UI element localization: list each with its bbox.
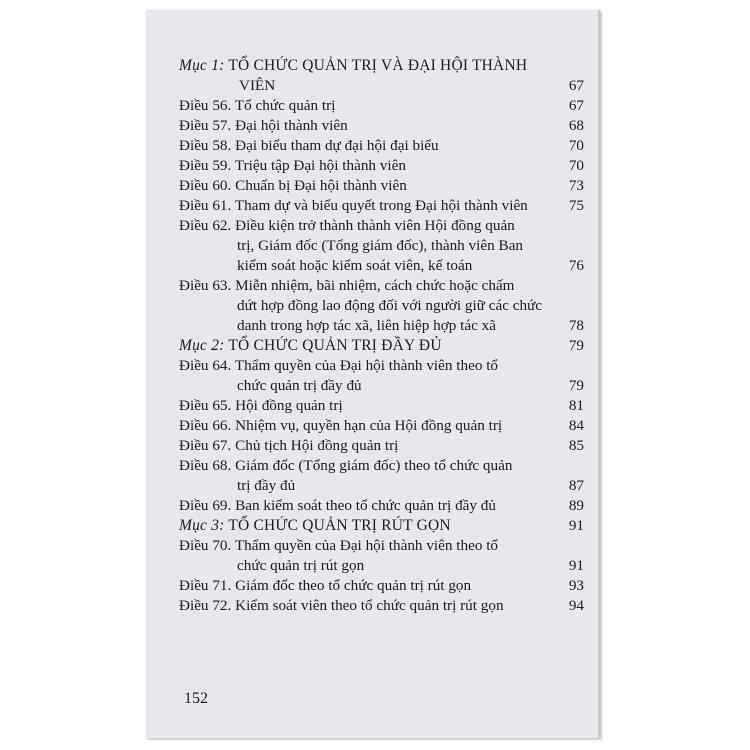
toc-entry	[179, 596, 584, 616]
page-ref: 81	[568, 397, 584, 414]
toc-line	[179, 156, 584, 176]
entry-title: TỔ CHỨC QUẢN TRỊ RÚT GỌN	[228, 517, 451, 534]
article-number: Điều 64.	[179, 357, 232, 374]
page-ref: 70	[568, 157, 584, 174]
entry-title: TỔ CHỨC QUẢN TRỊ ĐẦY ĐỦ	[228, 337, 442, 354]
entry-title: trị, Giám đốc (Tổng giám đốc), thành viên Ban	[237, 237, 523, 254]
page-ref: 75	[568, 197, 584, 214]
entry-title: Thẩm quyền của Đại hội thành viên theo tổ	[234, 357, 499, 374]
article-number: Điều 66.	[179, 417, 232, 434]
entry-title: Ban kiểm soát theo tổ chức quản trị đầy đủ	[235, 497, 496, 514]
toc-entry	[179, 116, 584, 136]
toc-line	[179, 216, 584, 236]
toc-line	[179, 96, 584, 116]
entry-title: Triệu tập Đại hội thành viên	[234, 157, 406, 174]
entry-title: Tổ chức quản trị	[234, 97, 336, 114]
toc-line	[179, 436, 584, 456]
toc-entry	[179, 396, 584, 416]
table-of-contents	[179, 56, 584, 616]
toc-entry	[179, 456, 584, 496]
page-ref: 67	[568, 77, 584, 94]
toc-line	[179, 356, 584, 376]
entry-title: Giám đốc theo tổ chức quản trị rút gọn	[235, 577, 472, 594]
entry-title: Đại hội thành viên	[235, 117, 348, 134]
entry-title: dứt hợp đồng lao động đối với người giữ các chức	[237, 297, 543, 314]
toc-section-heading	[179, 336, 584, 356]
toc-entry	[179, 576, 584, 596]
page-ref: 76	[568, 257, 584, 274]
article-number: Điều 69.	[179, 497, 232, 514]
page-number: 152	[184, 690, 208, 707]
toc-entry	[179, 276, 584, 336]
toc-line	[179, 76, 584, 96]
page-ref: 85	[568, 437, 584, 454]
entry-title: danh trong hợp tác xã, liên hiệp hợp tác xã	[237, 317, 496, 334]
page-ref: 93	[568, 577, 584, 594]
toc-entry	[179, 416, 584, 436]
entry-title: Điều kiện trở thành thành viên Hội đồng quản	[235, 217, 515, 234]
entry-title: Chủ tịch Hội đồng quản trị	[235, 437, 399, 454]
page-ref: 78	[568, 317, 584, 334]
page-ref: 91	[568, 557, 584, 574]
toc-entry	[179, 436, 584, 456]
toc-line	[179, 176, 584, 196]
entry-title: chức quản trị đầy đủ	[237, 377, 362, 394]
entry-title: Kiểm soát viên theo tổ chức quản trị rút gọn	[235, 597, 504, 614]
toc-line	[179, 56, 584, 76]
toc-line	[179, 316, 584, 336]
article-number: Điều 61.	[179, 197, 232, 214]
toc-entry	[179, 136, 584, 156]
toc-line	[179, 456, 584, 476]
page-ref: 68	[568, 117, 584, 134]
toc-section-heading	[179, 516, 584, 536]
entry-title: Thẩm quyền của Đại hội thành viên theo tổ	[234, 537, 499, 554]
entry-title: Chuẩn bị Đại hội thành viên	[235, 177, 407, 194]
toc-entry	[179, 156, 584, 176]
toc-line	[179, 196, 584, 216]
article-number: Điều 68.	[179, 457, 232, 474]
toc-line	[179, 516, 584, 536]
entry-title: chức quản trị rút gọn	[237, 557, 365, 574]
page-ref: 79	[568, 337, 584, 354]
article-number: Điều 65.	[179, 397, 232, 414]
toc-line	[179, 536, 584, 556]
article-number: Điều 71.	[179, 577, 232, 594]
article-number: Điều 59.	[179, 157, 232, 174]
page-ref: 94	[568, 597, 584, 614]
entry-title: Miễn nhiệm, bãi nhiệm, cách chức hoặc chấm	[235, 277, 515, 294]
page-ref: 73	[568, 177, 584, 194]
toc-line	[179, 276, 584, 296]
toc-line	[179, 416, 584, 436]
article-number: Điều 72.	[179, 597, 232, 614]
toc-entry	[179, 536, 584, 576]
toc-line	[179, 496, 584, 516]
article-number: Điều 63.	[179, 277, 232, 294]
toc-entry	[179, 176, 584, 196]
entry-title: Nhiệm vụ, quyền hạn của Hội đồng quản trị	[235, 417, 503, 434]
entry-title: Tham dự và biểu quyết trong Đại hội thành viên	[234, 197, 528, 214]
toc-line	[179, 596, 584, 616]
page-ref: 84	[568, 417, 584, 434]
article-number: Điều 60.	[179, 177, 232, 194]
article-number: Điều 62.	[179, 217, 232, 234]
toc-entry	[179, 196, 584, 216]
entry-title: trị đầy đủ	[237, 477, 296, 494]
toc-entry	[179, 356, 584, 396]
entry-title: kiểm soát hoặc kiểm soát viên, kế toán	[237, 257, 473, 274]
section-label: Mục 1:	[179, 57, 225, 74]
entry-title: Đại biểu tham dự đại hội đại biểu	[235, 137, 439, 154]
article-number: Điều 58.	[179, 137, 232, 154]
entry-title: TỔ CHỨC QUẢN TRỊ VÀ ĐẠI HỘI THÀNH	[228, 57, 528, 74]
book-page	[146, 10, 600, 738]
article-number: Điều 70.	[179, 537, 232, 554]
toc-line	[179, 476, 584, 496]
toc-line	[179, 396, 584, 416]
toc-line	[179, 136, 584, 156]
toc-entry	[179, 216, 584, 276]
entry-title: VIÊN	[239, 77, 276, 94]
toc-line	[179, 256, 584, 276]
entry-title: Hội đồng quản trị	[235, 397, 343, 414]
entry-title: Giám đốc (Tổng giám đốc) theo tổ chức quản	[235, 457, 513, 474]
page-ref: 91	[568, 517, 584, 534]
section-label: Mục 2:	[179, 337, 225, 354]
toc-line	[179, 556, 584, 576]
toc-line	[179, 376, 584, 396]
toc-line	[179, 296, 584, 316]
article-number: Điều 67.	[179, 437, 232, 454]
article-number: Điều 56.	[179, 97, 232, 114]
toc-line	[179, 116, 584, 136]
toc-line	[179, 336, 584, 356]
page-ref: 70	[568, 137, 584, 154]
article-number: Điều 57.	[179, 117, 232, 134]
toc-line	[179, 236, 584, 256]
page-ref: 67	[568, 97, 584, 114]
section-label: Mục 3:	[179, 517, 225, 534]
toc-section-heading	[179, 56, 584, 96]
page-ref: 79	[568, 377, 584, 394]
page-ref: 87	[568, 477, 584, 494]
toc-line	[179, 576, 584, 596]
page-ref: 89	[568, 497, 584, 514]
toc-entry	[179, 96, 584, 116]
toc-entry	[179, 496, 584, 516]
